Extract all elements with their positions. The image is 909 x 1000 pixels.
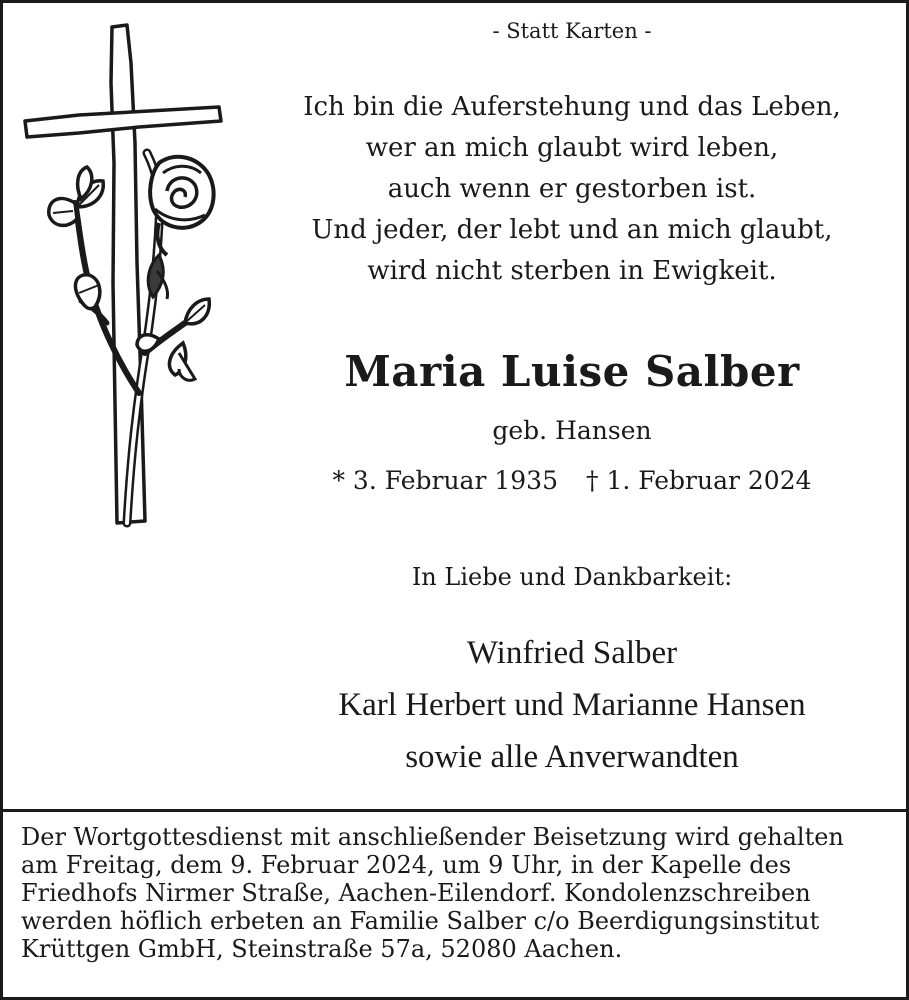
birth-name: geb. Hansen: [492, 416, 652, 445]
verse-line: Und jeder, der lebt und an mich glaubt,: [311, 215, 833, 245]
bible-verse: [233, 87, 909, 292]
mourner: sowie alle Anverwandten: [405, 739, 739, 775]
verse-line: Ich bin die Auferstehung und das Leben,: [303, 92, 841, 122]
gratitude-line: In Liebe und Dankbarkeit:: [411, 563, 733, 591]
notice-line: werden höflich erbeten an Familie Salber c/o Beerdigungsinstitut: [21, 907, 820, 935]
notice-line: Friedhofs Nirmer Straße, Aachen-Eilendorf. Kondolenzschreiben: [21, 879, 811, 907]
cross-with-rose-icon: [19, 23, 229, 528]
verse-line: wer an mich glaubt wird leben,: [365, 133, 779, 163]
verse-line: auch wenn er gestorben ist.: [387, 174, 757, 204]
notice-line: Der Wortgottesdienst mit anschließender Beisetzung wird gehalten: [21, 823, 844, 851]
death-date: † 1. Februar 2024: [586, 466, 812, 495]
notice-line: am Freitag, dem 9. Februar 2024, um 9 Uhr, in der Kapelle des: [21, 851, 792, 879]
notice-line: Krüttgen GmbH, Steinstraße 57a, 52080 Aachen.: [21, 935, 623, 963]
statt-karten-line: - Statt Karten -: [492, 19, 652, 43]
funeral-notice: [21, 823, 891, 963]
birth-date: * 3. Februar 1935: [332, 466, 558, 495]
mourner: Karl Herbert und Marianne Hansen: [338, 687, 806, 723]
deceased-name: Maria Luise Salber: [344, 347, 800, 396]
verse-line: wird nicht sterben in Ewigkeit.: [367, 256, 777, 286]
footer-divider: [3, 809, 906, 812]
mourners-list: [233, 627, 909, 783]
mourner: Winfried Salber: [466, 635, 678, 671]
life-dates: [233, 466, 909, 495]
